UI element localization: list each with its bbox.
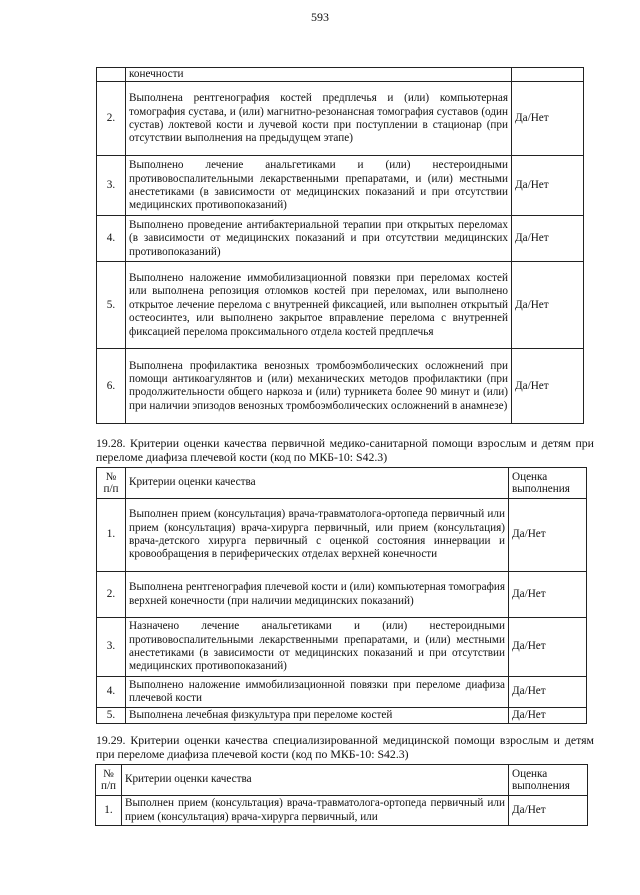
- header-number: № п/п: [97, 468, 126, 499]
- criterion-text: Выполнена профилактика венозных тромбоэмболических осложнений при помощи антикоагулянтов и (или) механических методов профилактики (при продолжительности общего наркоза и (или) турникета более 90 минут и (или) при наличии эпизодов венозных тромбоэмболических осложнений в анамнезе): [126, 349, 512, 424]
- header-answer: Оценка выполнения: [509, 468, 587, 499]
- criterion-text: Выполнено наложение иммобилизационной повязки при переломе диафиза плечевой кости: [126, 677, 509, 708]
- criterion-answer: Да/Нет: [512, 82, 584, 156]
- criterion-answer: Да/Нет: [509, 618, 587, 677]
- criterion-text: Выполнена рентгенография костей предплечья и (или) компьютерная томография сустава, и (или) магнитно-резонансная томография суставов (один сустав) локтевой кости и лучевой кости при поступлении в стационар (при отсутствии выполнения на предыдущем этапе): [126, 82, 512, 156]
- criterion-answer: Да/Нет: [509, 708, 587, 724]
- header-number: № п/п: [96, 765, 122, 796]
- table-row: [97, 156, 584, 216]
- criterion-text: Выполнено наложение иммобилизационной повязки при переломах костей или выполнена репозиция отломков костей при переломах, или выполнено открытое лечение перелома с внутренней фиксацией, или выполнен открытый остеосинтез, или выполнено закрытое вправление перелома с внутренней фиксацией перелома проксимального отдела костей предплечья: [126, 262, 512, 349]
- criterion-answer: Да/Нет: [512, 262, 584, 349]
- criterion-text: Назначено лечение анальгетиками и (или) нестероидными противовоспалительными лекарственными препаратами, и (или) местными анестетиками (в зависимости от медицинских показаний и при отсутствии медицинских противопоказаний): [126, 618, 509, 677]
- criterion-text: Выполнена рентгенография плечевой кости и (или) компьютерная томография верхней конечности (при наличии медицинских показаний): [126, 572, 509, 618]
- table-row: [97, 572, 587, 618]
- table-row: [97, 677, 587, 708]
- row-number: 3.: [97, 618, 126, 677]
- row-number: 4.: [97, 216, 126, 262]
- criteria-table-19-28: [96, 467, 587, 724]
- row-number: 3.: [97, 156, 126, 216]
- table-row: [97, 262, 584, 349]
- header-answer: Оценка выполнения: [509, 765, 588, 796]
- header-criteria: Критерии оценки качества: [122, 765, 509, 796]
- table-row: [96, 796, 588, 826]
- section-title-19-28: 19.28. Критерии оценки качества первичной медико-санитарной помощи взрослым и детям при переломе диафиза плечевой кости (код по МКБ-10: S42.3): [96, 436, 594, 464]
- criteria-table-19-29: [95, 764, 588, 826]
- criteria-table-continued: [96, 67, 584, 424]
- criterion-text: Выполнено лечение анальгетиками и (или) нестероидными противовоспалительными лекарственными препаратами, и (или) местными анестетиками (в зависимости от медицинских показаний и при отсутствии медицинских противопоказаний): [126, 156, 512, 216]
- row-number: 5.: [97, 262, 126, 349]
- table-row: [97, 82, 584, 156]
- criterion-text: Выполнен прием (консультация) врача-травматолога-ортопеда первичный или прием (консультация) врача-хирурга первичный, или прием (консультация) врача-детского хирурга первичный с оценкой состояния иннервации и кровообращения в периферических отделах верхней конечности: [126, 499, 509, 572]
- criterion-answer: Да/Нет: [512, 216, 584, 262]
- table-header-row: [97, 468, 587, 499]
- section-title-19-29: 19.29. Критерии оценки качества специализированной медицинской помощи взрослым и детям при переломе диафиза плечевой кости (код по МКБ-10: S42.3): [96, 733, 594, 761]
- row-number: 6.: [97, 349, 126, 424]
- page-number: 593: [311, 10, 329, 24]
- table-row: [97, 618, 587, 677]
- criterion-answer: Да/Нет: [512, 156, 584, 216]
- row-number: 4.: [97, 677, 126, 708]
- criterion-answer: Да/Нет: [509, 677, 587, 708]
- row-number: 1.: [97, 499, 126, 572]
- criterion-text: Выполнено проведение антибактериальной терапии при открытых переломах (в зависимости от медицинских показаний и при отсутствии медицинских противопоказаний): [126, 216, 512, 262]
- table-row: [97, 216, 584, 262]
- table-row: [97, 708, 587, 724]
- criterion-text: конечности: [126, 68, 512, 82]
- criterion-answer: Да/Нет: [512, 349, 584, 424]
- table-row: [97, 349, 584, 424]
- criterion-text: Выполнена лечебная физкультура при переломе костей: [126, 708, 509, 724]
- criterion-answer: Да/Нет: [509, 796, 588, 826]
- row-number: 5.: [97, 708, 126, 724]
- table-row: [97, 68, 584, 82]
- row-number: 1.: [96, 796, 122, 826]
- criterion-answer: Да/Нет: [509, 572, 587, 618]
- criterion-answer: Да/Нет: [509, 499, 587, 572]
- criterion-text: Выполнен прием (консультация) врача-травматолога-ортопеда первичный или прием (консультация) врача-хирурга первичный, или: [122, 796, 509, 826]
- table-row: [97, 499, 587, 572]
- table-header-row: [96, 765, 588, 796]
- row-number: [97, 68, 126, 82]
- header-criteria: Критерии оценки качества: [126, 468, 509, 499]
- criterion-answer: [512, 68, 584, 82]
- row-number: 2.: [97, 572, 126, 618]
- row-number: 2.: [97, 82, 126, 156]
